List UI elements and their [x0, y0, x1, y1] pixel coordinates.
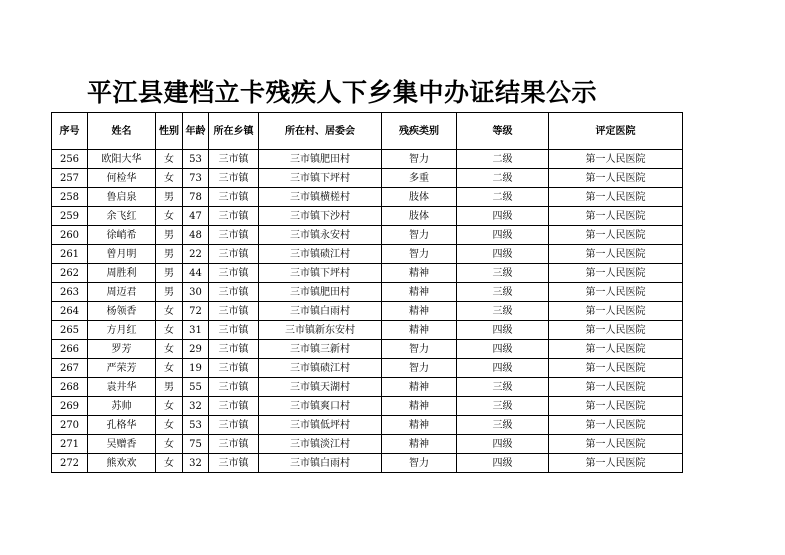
table-row — [52, 283, 683, 302]
cell-disability-type: 肢体 — [382, 207, 457, 226]
cell-age: 48 — [183, 226, 209, 245]
cell-village: 三市镇下坪村 — [259, 264, 382, 283]
cell-age: 19 — [183, 359, 209, 378]
table-row — [52, 359, 683, 378]
cell-name: 袁井华 — [88, 378, 156, 397]
cell-level: 四级 — [457, 207, 549, 226]
cell-serial: 270 — [52, 416, 88, 435]
cell-name: 周迈君 — [88, 283, 156, 302]
header-level: 等级 — [457, 113, 549, 150]
cell-disability-type: 精神 — [382, 378, 457, 397]
cell-age: 53 — [183, 150, 209, 169]
cell-hospital: 第一人民医院 — [549, 150, 683, 169]
cell-level: 二级 — [457, 169, 549, 188]
cell-gender: 男 — [156, 378, 183, 397]
cell-township: 三市镇 — [209, 378, 259, 397]
table-row — [52, 245, 683, 264]
cell-village: 三市镇爽口村 — [259, 397, 382, 416]
table-row — [52, 435, 683, 454]
cell-hospital: 第一人民医院 — [549, 226, 683, 245]
cell-township: 三市镇 — [209, 454, 259, 473]
cell-level: 四级 — [457, 435, 549, 454]
cell-village: 三市镇低坪村 — [259, 416, 382, 435]
cell-age: 78 — [183, 188, 209, 207]
cell-serial: 257 — [52, 169, 88, 188]
cell-hospital: 第一人民医院 — [549, 378, 683, 397]
cell-name: 曾月明 — [88, 245, 156, 264]
table-row — [52, 378, 683, 397]
cell-hospital: 第一人民医院 — [549, 454, 683, 473]
cell-hospital: 第一人民医院 — [549, 169, 683, 188]
cell-level: 三级 — [457, 264, 549, 283]
header-gender: 性别 — [156, 113, 183, 150]
cell-village: 三市镇永安村 — [259, 226, 382, 245]
cell-disability-type: 智力 — [382, 359, 457, 378]
table-row — [52, 454, 683, 473]
cell-disability-type: 精神 — [382, 397, 457, 416]
cell-name: 何检华 — [88, 169, 156, 188]
cell-disability-type: 肢体 — [382, 188, 457, 207]
cell-gender: 男 — [156, 226, 183, 245]
cell-serial: 259 — [52, 207, 88, 226]
table-row — [52, 321, 683, 340]
cell-township: 三市镇 — [209, 359, 259, 378]
cell-village: 三市镇三新村 — [259, 340, 382, 359]
cell-hospital: 第一人民医院 — [549, 321, 683, 340]
cell-age: 44 — [183, 264, 209, 283]
cell-age: 32 — [183, 397, 209, 416]
cell-level: 四级 — [457, 245, 549, 264]
table-body — [52, 150, 683, 473]
cell-disability-type: 多重 — [382, 169, 457, 188]
cell-age: 29 — [183, 340, 209, 359]
table-row — [52, 264, 683, 283]
cell-hospital: 第一人民医院 — [549, 359, 683, 378]
cell-village: 三市镇碛江村 — [259, 359, 382, 378]
cell-name: 熊欢欢 — [88, 454, 156, 473]
cell-gender: 男 — [156, 188, 183, 207]
cell-township: 三市镇 — [209, 226, 259, 245]
cell-level: 四级 — [457, 321, 549, 340]
cell-serial: 261 — [52, 245, 88, 264]
cell-gender: 女 — [156, 150, 183, 169]
cell-township: 三市镇 — [209, 150, 259, 169]
cell-township: 三市镇 — [209, 340, 259, 359]
header-township: 所在乡镇 — [209, 113, 259, 150]
cell-hospital: 第一人民医院 — [549, 207, 683, 226]
cell-serial: 272 — [52, 454, 88, 473]
cell-hospital: 第一人民医院 — [549, 340, 683, 359]
table-row — [52, 150, 683, 169]
cell-village: 三市镇下沙村 — [259, 207, 382, 226]
table-header-row — [52, 113, 683, 150]
header-serial: 序号 — [52, 113, 88, 150]
cell-hospital: 第一人民医院 — [549, 416, 683, 435]
cell-village: 三市镇碛江村 — [259, 245, 382, 264]
cell-township: 三市镇 — [209, 321, 259, 340]
cell-gender: 男 — [156, 245, 183, 264]
cell-name: 严荣芳 — [88, 359, 156, 378]
table-row — [52, 340, 683, 359]
cell-disability-type: 精神 — [382, 302, 457, 321]
cell-township: 三市镇 — [209, 169, 259, 188]
cell-village: 三市镇下坪村 — [259, 169, 382, 188]
cell-serial: 264 — [52, 302, 88, 321]
cell-name: 罗芳 — [88, 340, 156, 359]
table-row — [52, 397, 683, 416]
cell-serial: 268 — [52, 378, 88, 397]
cell-name: 方月红 — [88, 321, 156, 340]
cell-serial: 262 — [52, 264, 88, 283]
table-row — [52, 226, 683, 245]
cell-disability-type: 精神 — [382, 416, 457, 435]
cell-gender: 女 — [156, 454, 183, 473]
cell-age: 22 — [183, 245, 209, 264]
cell-age: 31 — [183, 321, 209, 340]
page-title: 平江县建档立卡残疾人下乡集中办证结果公示 — [86, 78, 597, 107]
cell-level: 三级 — [457, 378, 549, 397]
cell-name: 苏帅 — [88, 397, 156, 416]
cell-township: 三市镇 — [209, 302, 259, 321]
cell-gender: 女 — [156, 397, 183, 416]
cell-gender: 女 — [156, 169, 183, 188]
cell-township: 三市镇 — [209, 283, 259, 302]
cell-name: 欧阳大华 — [88, 150, 156, 169]
cell-gender: 女 — [156, 207, 183, 226]
cell-disability-type: 智力 — [382, 245, 457, 264]
cell-gender: 男 — [156, 264, 183, 283]
cell-age: 53 — [183, 416, 209, 435]
cell-serial: 267 — [52, 359, 88, 378]
header-age: 年龄 — [183, 113, 209, 150]
cell-village: 三市镇白雨村 — [259, 454, 382, 473]
header-disability-type: 残疾类别 — [382, 113, 457, 150]
cell-disability-type: 精神 — [382, 321, 457, 340]
cell-disability-type: 智力 — [382, 340, 457, 359]
cell-village: 三市镇新东安村 — [259, 321, 382, 340]
cell-name: 吴赠香 — [88, 435, 156, 454]
cell-level: 四级 — [457, 340, 549, 359]
cell-disability-type: 智力 — [382, 226, 457, 245]
cell-gender: 女 — [156, 340, 183, 359]
cell-disability-type: 智力 — [382, 454, 457, 473]
cell-township: 三市镇 — [209, 245, 259, 264]
cell-level: 四级 — [457, 454, 549, 473]
cell-level: 三级 — [457, 302, 549, 321]
cell-village: 三市镇横槎村 — [259, 188, 382, 207]
cell-hospital: 第一人民医院 — [549, 264, 683, 283]
cell-township: 三市镇 — [209, 416, 259, 435]
cell-age: 72 — [183, 302, 209, 321]
cell-hospital: 第一人民医院 — [549, 245, 683, 264]
cell-gender: 男 — [156, 283, 183, 302]
cell-serial: 269 — [52, 397, 88, 416]
cell-level: 三级 — [457, 416, 549, 435]
cell-village: 三市镇肥田村 — [259, 150, 382, 169]
cell-age: 75 — [183, 435, 209, 454]
cell-serial: 256 — [52, 150, 88, 169]
cell-level: 二级 — [457, 150, 549, 169]
cell-level: 三级 — [457, 283, 549, 302]
cell-name: 周胜利 — [88, 264, 156, 283]
cell-name: 余飞红 — [88, 207, 156, 226]
table-row — [52, 188, 683, 207]
cell-serial: 258 — [52, 188, 88, 207]
cell-age: 73 — [183, 169, 209, 188]
table-row — [52, 416, 683, 435]
cell-serial: 271 — [52, 435, 88, 454]
cell-level: 二级 — [457, 188, 549, 207]
cell-disability-type: 智力 — [382, 150, 457, 169]
cell-name: 鲁启泉 — [88, 188, 156, 207]
cell-village: 三市镇白雨村 — [259, 302, 382, 321]
cell-age: 55 — [183, 378, 209, 397]
cell-hospital: 第一人民医院 — [549, 302, 683, 321]
cell-name: 孔格华 — [88, 416, 156, 435]
table-row — [52, 302, 683, 321]
results-table — [51, 112, 683, 473]
cell-township: 三市镇 — [209, 264, 259, 283]
cell-serial: 265 — [52, 321, 88, 340]
cell-disability-type: 精神 — [382, 264, 457, 283]
cell-village: 三市镇肥田村 — [259, 283, 382, 302]
cell-village: 三市镇淡江村 — [259, 435, 382, 454]
cell-age: 32 — [183, 454, 209, 473]
cell-age: 47 — [183, 207, 209, 226]
header-village: 所在村、居委会 — [259, 113, 382, 150]
cell-hospital: 第一人民医院 — [549, 397, 683, 416]
cell-hospital: 第一人民医院 — [549, 435, 683, 454]
cell-township: 三市镇 — [209, 435, 259, 454]
cell-gender: 女 — [156, 302, 183, 321]
cell-level: 四级 — [457, 359, 549, 378]
cell-hospital: 第一人民医院 — [549, 188, 683, 207]
cell-township: 三市镇 — [209, 397, 259, 416]
cell-township: 三市镇 — [209, 188, 259, 207]
cell-gender: 女 — [156, 359, 183, 378]
cell-name: 徐峭希 — [88, 226, 156, 245]
table-row — [52, 207, 683, 226]
cell-age: 30 — [183, 283, 209, 302]
cell-level: 四级 — [457, 226, 549, 245]
table-row — [52, 169, 683, 188]
cell-serial: 260 — [52, 226, 88, 245]
cell-level: 三级 — [457, 397, 549, 416]
cell-name: 杨领香 — [88, 302, 156, 321]
cell-disability-type: 精神 — [382, 283, 457, 302]
header-name: 姓名 — [88, 113, 156, 150]
cell-disability-type: 精神 — [382, 435, 457, 454]
cell-gender: 女 — [156, 321, 183, 340]
header-hospital: 评定医院 — [549, 113, 683, 150]
cell-hospital: 第一人民医院 — [549, 283, 683, 302]
cell-township: 三市镇 — [209, 207, 259, 226]
cell-gender: 女 — [156, 435, 183, 454]
cell-serial: 263 — [52, 283, 88, 302]
cell-village: 三市镇天湖村 — [259, 378, 382, 397]
cell-gender: 女 — [156, 416, 183, 435]
cell-serial: 266 — [52, 340, 88, 359]
